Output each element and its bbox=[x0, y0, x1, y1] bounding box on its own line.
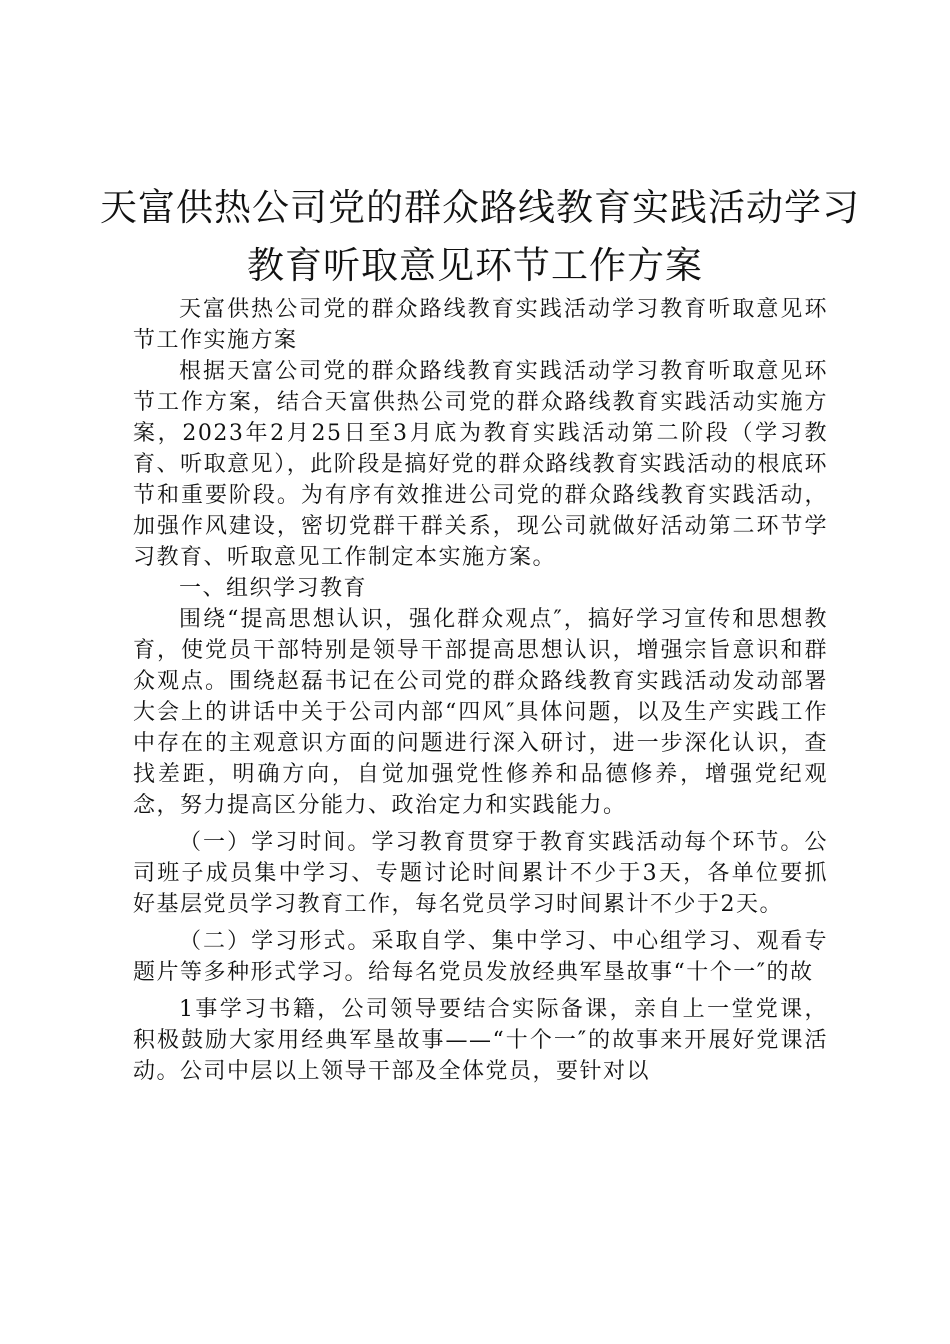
document-body bbox=[133, 294, 828, 1087]
paragraph-study-time: （一）学习时间。学习教育贯穿于教育实践活动每个环节。公司班子成员集中学习、专题讨论时间累计不少于3天，各单位要抓好基层党员学习教育工作，每名党员学习时间累计不少于2天。 bbox=[133, 830, 828, 917]
paragraph-background: 根据天富公司党的群众路线教育实践活动学习教育听取意见环节工作方案，结合天富供热公司党的群众路线教育实践活动实施方案，2023年2月25日至3月底为教育实践活动第二阶段（学习教育、听取意见），此阶段是搞好党的群众路线教育实践活动的根底环节和重要阶段。为有序有效推进公司党的群众路线教育实践活动，加强作风建设，密切党群干群关系，现公司就做好活动第二环节学习教育、听取意见工作制定本实施方案。 bbox=[133, 359, 828, 570]
document-title-line-2: 教育听取意见环节工作方案 bbox=[247, 244, 703, 287]
paragraph-study-books: 1事学习书籍，公司领导要结合实际备课，亲自上一堂党课，积极鼓励大家用经典军垦故事——“十个一″的故事来开展好党课活动。公司中层以上领导干部及全体党员，要针对以 bbox=[133, 997, 828, 1084]
paragraph-plan-name: 天富供热公司党的群众路线教育实践活动学习教育听取意见环节工作实施方案 bbox=[133, 297, 828, 353]
section-heading-organize-study: 一、组织学习教育 bbox=[179, 576, 368, 601]
paragraph-study-goals: 围绕“提高思想认识，强化群众观点″，搞好学习宣传和思想教育，使党员干部特别是领导干部提高思想认识，增强宗旨意识和群众观点。围绕赵磊书记在公司党的群众路线教育实践活动发动部署大会上的讲话中关于公司内部“四风″具体问题，以及生产实践工作中存在的主观意识方面的问题进行深入研讨，进一步深化认识，查找差距，明确方向，自觉加强党性修养和品德修养，增强党纪观念，努力提高区分能力、政治定力和实践能力。 bbox=[133, 607, 828, 818]
paragraph-study-form: （二）学习形式。采取自学、集中学习、中心组学习、观看专题片等多种形式学习。给每名党员发放经典军垦故事“十个一″的故 bbox=[133, 929, 828, 985]
document-title-line-1: 天富供热公司党的群众路线教育实践活动学习 bbox=[100, 186, 860, 229]
